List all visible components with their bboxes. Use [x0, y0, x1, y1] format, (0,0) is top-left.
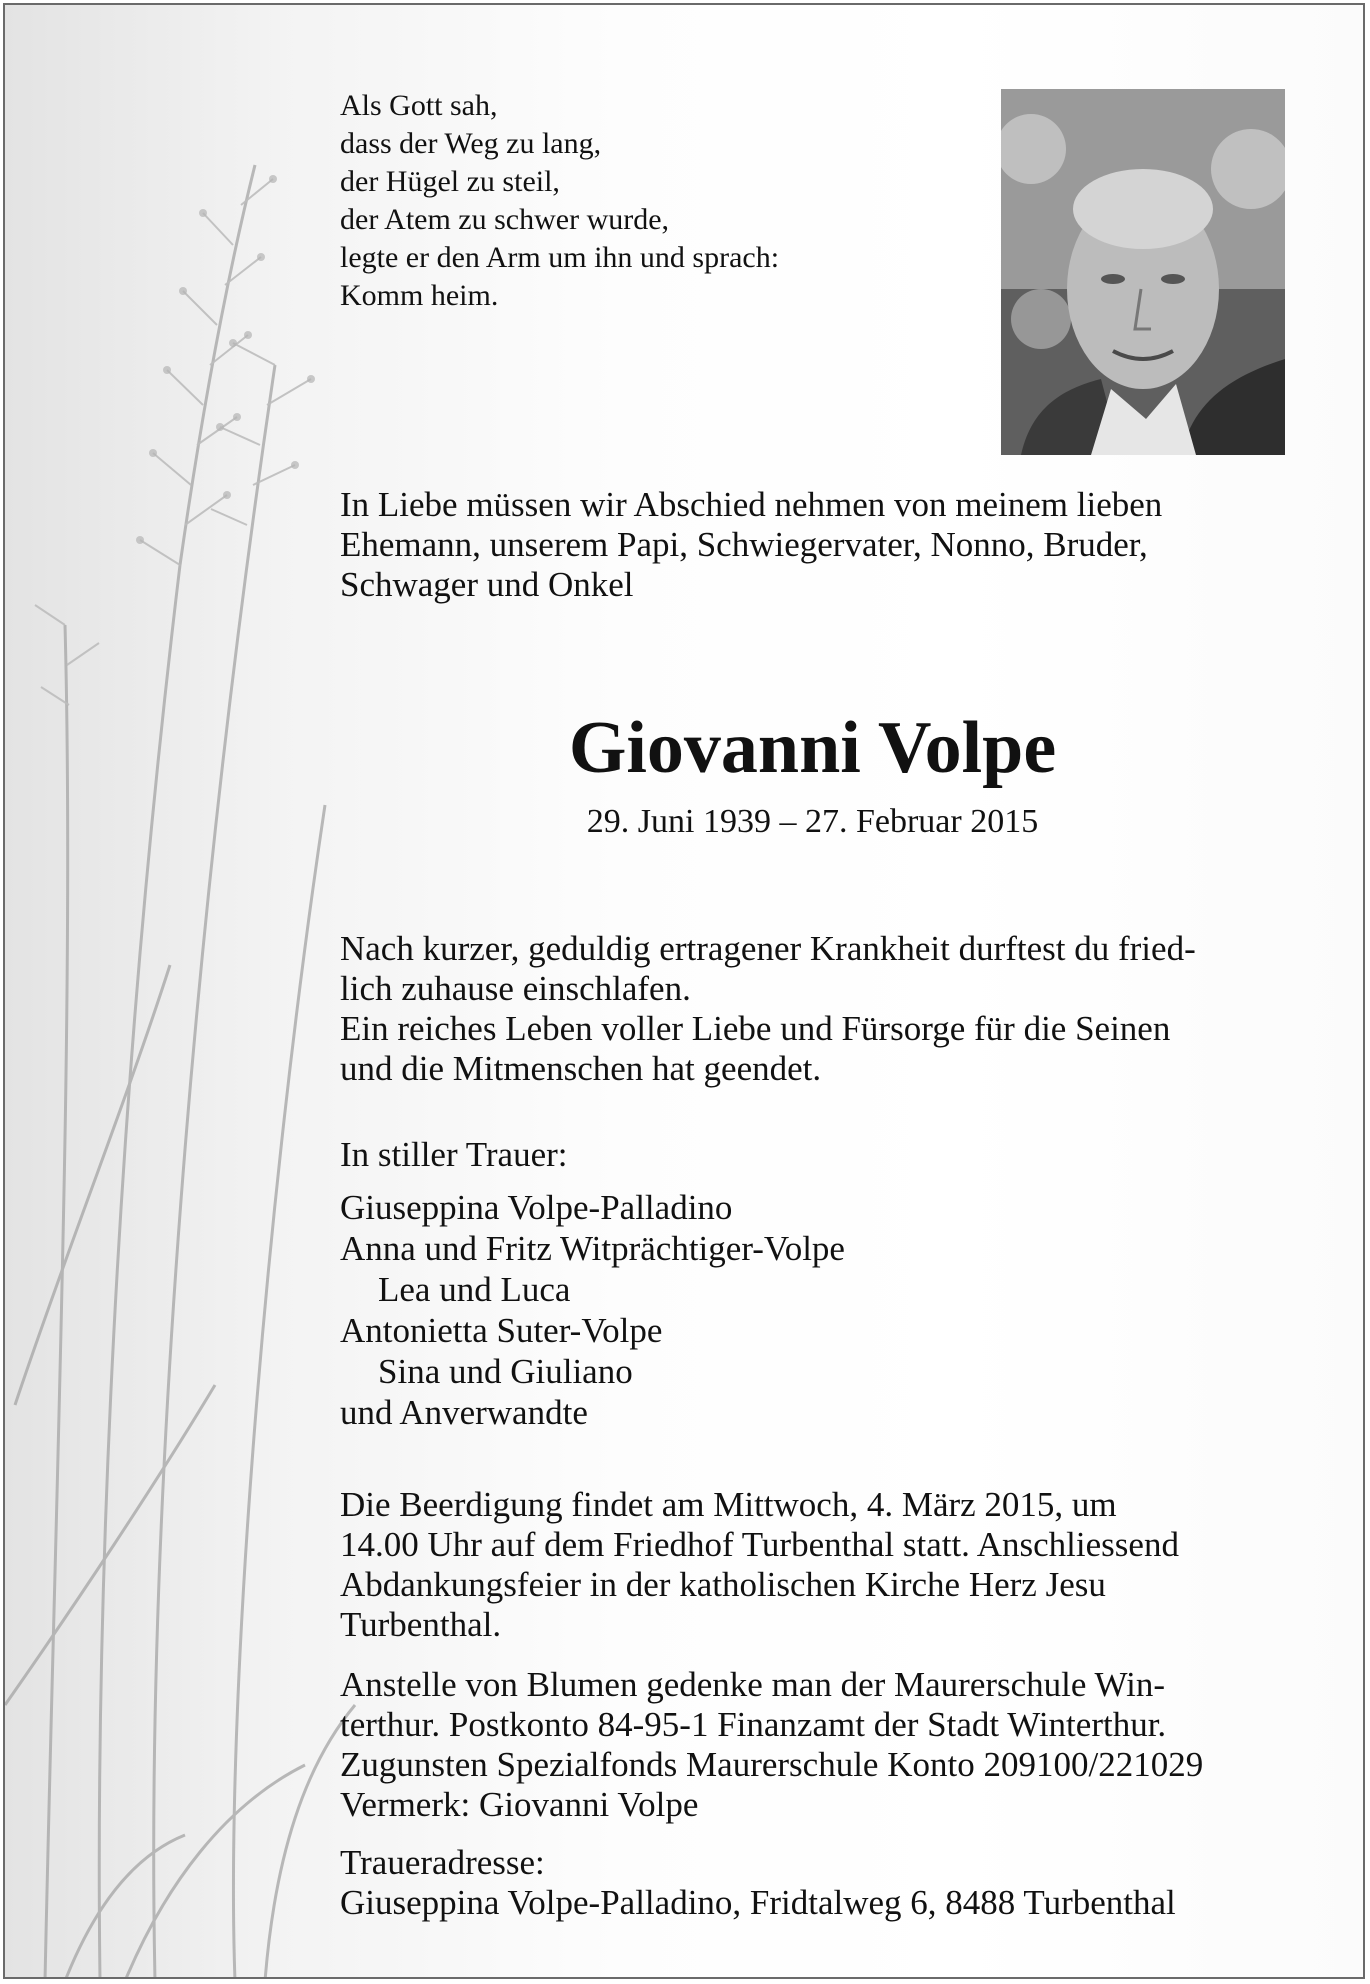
mourner-name: Anna und Fritz Witprächtiger-Volpe: [340, 1229, 845, 1268]
poem-line: dass der Weg zu lang,: [340, 127, 602, 160]
tribute-paragraph: [340, 929, 1285, 1089]
mourner-name: Giuseppina Volpe-Palladino: [340, 1188, 733, 1227]
funeral-line: Turbenthal.: [340, 1605, 502, 1644]
intro-paragraph: [340, 485, 1285, 605]
poem-line: der Hügel zu steil,: [340, 165, 560, 198]
mourner-name: Lea und Luca: [378, 1270, 571, 1309]
life-dates: 29. Juni 1939 – 27. Februar 2015: [586, 803, 1039, 840]
mourners-heading: In stiller Trauer:: [340, 1135, 568, 1174]
tribute-line: lich zuhause einschlafen.: [340, 969, 691, 1008]
poem-line: Komm heim.: [340, 279, 499, 312]
intro-line: In Liebe müssen wir Abschied nehmen von meinem lieben: [340, 485, 1163, 524]
address-block: [340, 1843, 1285, 1923]
portrait-photo: [1001, 89, 1285, 455]
mourner-name: und Anverwandte: [340, 1393, 588, 1432]
donation-line: Zugunsten Spezialfonds Maurerschule Konto 209100/221029: [340, 1745, 1204, 1784]
tribute-line: und die Mitmenschen hat geendet.: [340, 1049, 822, 1088]
funeral-line: 14.00 Uhr auf dem Friedhof Turbenthal statt. Anschliessend: [340, 1525, 1179, 1564]
donation-line: Vermerk: Giovanni Volpe: [340, 1785, 699, 1824]
donation-paragraph: [340, 1665, 1285, 1825]
grass-decoration: [5, 5, 365, 1979]
obituary-page: [3, 3, 1365, 1979]
intro-line: Schwager und Onkel: [340, 565, 634, 604]
funeral-paragraph: [340, 1485, 1285, 1645]
address-value: Giuseppina Volpe-Palladino, Fridtalweg 6, 8488 Turbenthal: [340, 1883, 1176, 1922]
poem-line: legte er den Arm um ihn und sprach:: [340, 241, 780, 274]
funeral-line: Die Beerdigung findet am Mittwoch, 4. März 2015, um: [340, 1485, 1117, 1524]
address-label: Traueradresse:: [340, 1843, 545, 1882]
mourner-name: Antonietta Suter-Volpe: [340, 1311, 663, 1350]
funeral-line: Abdankungsfeier in der katholischen Kirche Herz Jesu: [340, 1565, 1106, 1604]
intro-line: Ehemann, unserem Papi, Schwiegervater, Nonno, Bruder,: [340, 525, 1148, 564]
deceased-name: Giovanni Volpe: [568, 707, 1057, 789]
mourner-name: Sina und Giuliano: [378, 1352, 633, 1391]
donation-line: Anstelle von Blumen gedenke man der Maurerschule Win-: [340, 1665, 1166, 1704]
poem: [340, 87, 980, 315]
tribute-line: Ein reiches Leben voller Liebe und Fürsorge für die Seinen: [340, 1009, 1171, 1048]
poem-line: Als Gott sah,: [340, 89, 498, 122]
tribute-line: Nach kurzer, geduldig ertragener Krankheit durftest du fried-: [340, 929, 1196, 968]
mourners-list: [340, 1187, 1285, 1433]
donation-line: terthur. Postkonto 84-95-1 Finanzamt der Stadt Winterthur.: [340, 1705, 1167, 1744]
poem-line: der Atem zu schwer wurde,: [340, 203, 670, 236]
